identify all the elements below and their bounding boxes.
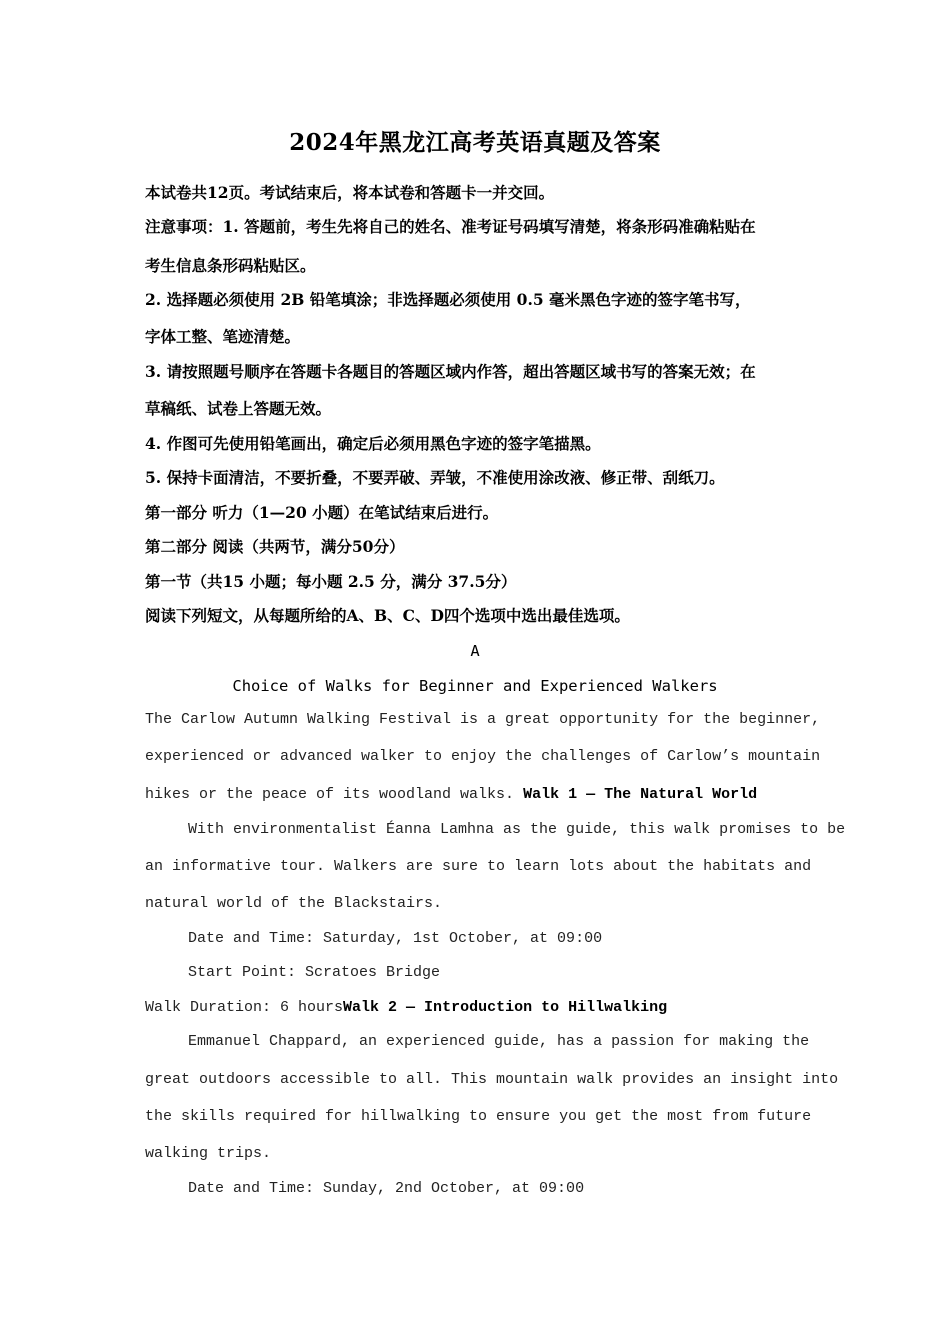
section-heading: 第一部分 听力（1—20 小题）在笔试结束后进行。: [145, 503, 499, 522]
instruction-line: 考生信息条形码粘贴区。: [145, 256, 316, 275]
intro-line: The Carlow Autumn Walking Festival is a great opportunity for the beginner,: [145, 711, 821, 728]
section-heading: 第二部分 阅读（共两节，满分50分）: [145, 537, 405, 556]
walk2-description-line: the skills required for hillwalking to ensure you get the most from future: [145, 1108, 812, 1125]
instruction-line: 4. 作图可先使用铅笔画出，确定后必须用黑色字迹的签字笔描黑。: [145, 434, 601, 453]
instruction-line: 本试卷共12页。考试结束后，将本试卷和答题卡一并交回。: [145, 183, 555, 202]
walk1-heading: Walk 1 — The Natural World: [523, 786, 758, 803]
intro-line-with-heading: [145, 785, 757, 805]
instruction-line: 注意事项：1. 答题前，考生先将自己的姓名、准考证号码填写清楚，将条形码准确粘贴在: [145, 217, 756, 236]
instruction-line: 5. 保持卡面清洁，不要折叠，不要弄破、弄皱，不准使用涂改液、修正带、刮纸刀。: [145, 468, 725, 487]
walk1-description-line: With environmentalist Éanna Lamhna as the guide, this walk promises to be: [188, 821, 846, 838]
passage-label: A: [470, 642, 480, 660]
walk1-description-line: an informative tour. Walkers are sure to learn lots about the habitats and: [145, 858, 812, 875]
walk1-date-time: Date and Time: Saturday, 1st October, at 09:00: [188, 930, 603, 947]
walk2-heading: Walk 2 — Introduction to Hillwalking: [343, 999, 668, 1016]
page-title: 2024年黑龙江高考英语真题及答案: [289, 129, 661, 156]
instruction-line: 草稿纸、试卷上答题无效。: [145, 399, 332, 418]
walk1-description-line: natural world of the Blackstairs.: [145, 895, 443, 912]
walk2-description-line: Emmanuel Chappard, an experienced guide, has a passion for making the: [188, 1033, 810, 1050]
passage-title: Choice of Walks for Beginner and Experienced Walkers: [232, 677, 718, 695]
walk2-date-time: Date and Time: Sunday, 2nd October, at 09:00: [188, 1180, 585, 1197]
walk1-start-point: Start Point: Scratoes Bridge: [188, 964, 441, 981]
instruction-line: 2. 选择题必须使用 2B 铅笔填涂；非选择题必须使用 0.5 毫米黑色字迹的签字笔书写，: [145, 290, 751, 309]
walk2-description-line: walking trips.: [145, 1145, 272, 1162]
walk1-duration: Walk Duration: 6 hours: [145, 999, 344, 1016]
instruction-line: 3. 请按照题号顺序在答题卡各题目的答题区域内作答，超出答题区域书写的答案无效；在: [145, 362, 756, 381]
reading-directions: 阅读下列短文，从每题所给的A、B、C、D四个选项中选出最佳选项。: [145, 606, 630, 625]
section-heading: 第一节（共15 小题；每小题 2.5 分，满分 37.5分）: [145, 572, 517, 591]
intro-line: hikes or the peace of its woodland walks.: [145, 786, 515, 803]
instruction-line: 字体工整、笔迹清楚。: [145, 327, 301, 346]
walk2-description-line: great outdoors accessible to all. This mountain walk provides an insight into: [145, 1071, 839, 1088]
walk1-duration-with-heading: [145, 998, 667, 1018]
intro-line: experienced or advanced walker to enjoy the challenges of Carlow’s mountain: [145, 748, 821, 765]
